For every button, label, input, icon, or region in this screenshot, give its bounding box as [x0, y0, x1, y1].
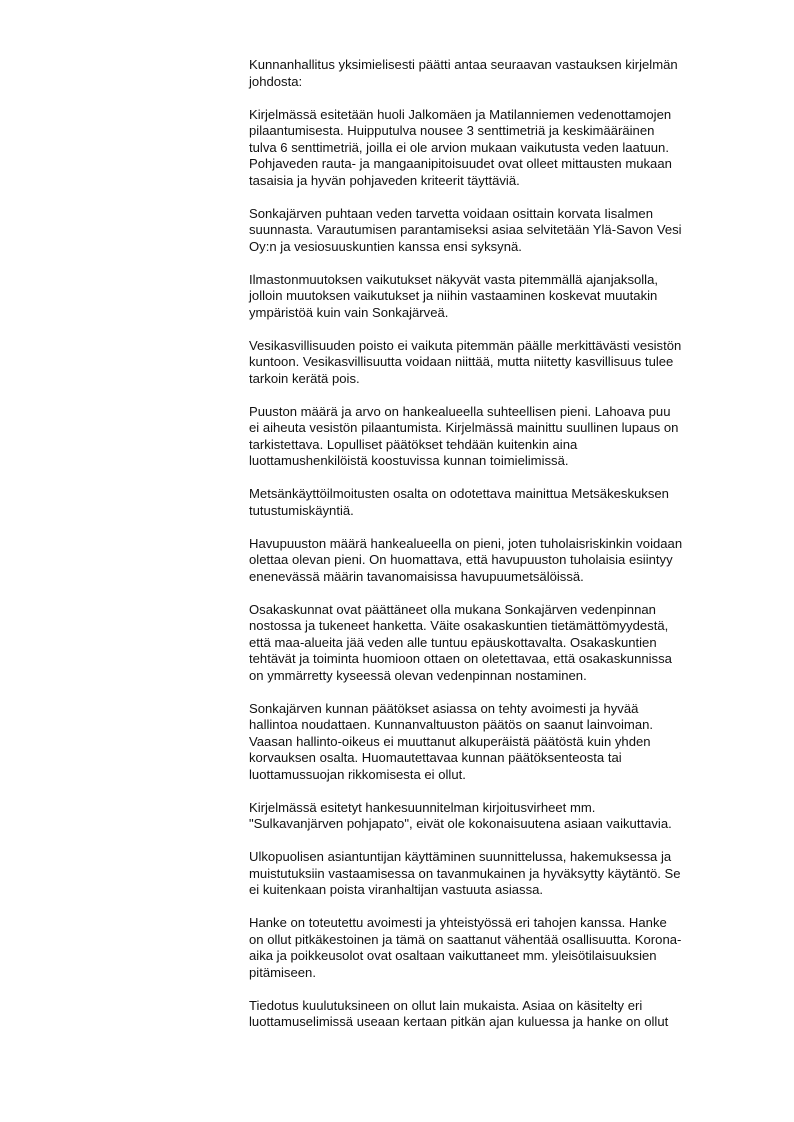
- paragraph-water-intakes: [249, 107, 739, 190]
- text-line: on ollut pitkäkestoinen ja tämä on saattanut vähentää osallisuutta. Korona-: [249, 931, 682, 947]
- paragraph-forest-notices: [249, 486, 739, 519]
- text-line: tutustumiskäyntiä.: [249, 502, 354, 518]
- text-line: Vesikasvillisuuden poisto ei vaikuta pitemmän päälle merkittävästi vesistön: [249, 337, 682, 353]
- paragraph-shareholder-groups: [249, 602, 739, 685]
- text-line: luottamushenkilöistä koostuvissa kunnan toimielimissä.: [249, 453, 569, 468]
- paragraph-intro: [249, 57, 739, 90]
- text-line: pitämiseen.: [249, 964, 316, 980]
- text-line: on ymmärretty kyseessä olevan vedenpinnan nostaminen.: [249, 667, 587, 683]
- text-line: Kirjelmässä esitetään huoli Jalkomäen ja Matilanniemen vedenottamojen: [249, 106, 672, 122]
- text-line: Tiedotus kuulutuksineen on ollut lain mukaista. Asiaa on käsitelty eri: [249, 997, 643, 1013]
- text-line: tulva 6 senttimetriä, joilla ei ole arvion mukaan vaikutusta veden laatuun.: [249, 139, 669, 155]
- text-line: Metsänkäyttöilmoitusten osalta on odotettava mainittua Metsäkeskuksen: [249, 486, 669, 501]
- text-line: Hanke on toteutettu avoimesti ja yhteistyössä eri tahojen kanssa. Hanke: [249, 915, 667, 930]
- text-line: aika ja poikkeusolot ovat osaltaan vaikuttaneet mm. yleisötilaisuuksien: [249, 948, 657, 963]
- text-line: ei kuitenkaan poista viranhaltijan vastuuta asiassa.: [249, 882, 544, 897]
- text-line: Ulkopuolisen asiantuntijan käyttäminen suunnittelussa, hakemuksessa ja: [249, 849, 672, 864]
- text-line: muistutuksiin vastaamisessa on tavanmukainen ja hyväksytty käytäntö. Se: [249, 865, 681, 881]
- document-body: [249, 57, 739, 1047]
- paragraph-openness: [249, 915, 739, 981]
- text-line: Puuston määrä ja arvo on hankealueella suhteellisen pieni. Lahoava puu: [249, 403, 671, 419]
- paragraph-conifer-pests: [249, 536, 739, 586]
- text-line: korvauksen osalta. Huomautettavaa kunnan päätöksenteosta tai: [249, 750, 622, 765]
- paragraph-aquatic-vegetation: [249, 338, 739, 388]
- text-line: nostossa ja tukeneet hanketta. Väite osakaskuntien tietämättömyydestä,: [249, 618, 669, 633]
- text-line: tehtävät ja toiminta huomioon ottaen on oletettavaa, että osakaskunnissa: [249, 651, 672, 666]
- text-line: suunnasta. Varautumisen parantamiseksi asiaa selvitetään Ylä-Savon Vesi: [249, 222, 682, 237]
- text-line: Havupuuston määrä hankealueella on pieni, joten tuholaisriskinkin voidaan: [249, 535, 683, 551]
- paragraph-announcements: [249, 998, 739, 1031]
- text-line: Sonkajärven kunnan päätökset asiassa on tehty avoimesti ja hyvää: [249, 700, 639, 716]
- text-line: olettaa olevan pieni. On huomattava, että havupuuston tuholaisia esiintyy: [249, 552, 673, 567]
- text-line: hallintoa noudattaen. Kunnanvaltuuston päätös on saanut lainvoiman.: [249, 717, 654, 732]
- paragraph-climate-change: [249, 272, 739, 322]
- paragraph-clean-water: [249, 206, 739, 256]
- text-line: ympäristöä kuin vain Sonkajärveä.: [249, 304, 449, 320]
- text-line: tarkistettava. Lopulliset päätökset tehdään kuitenkin aina: [249, 436, 578, 452]
- paragraph-external-expert: [249, 849, 739, 899]
- text-line: luottamussuojan rikkomisesta ei ollut.: [249, 766, 466, 782]
- text-line: Kirjelmässä esitetyt hankesuunnitelman kirjoitusvirheet mm.: [249, 799, 596, 815]
- paragraph-tree-stock: [249, 404, 739, 470]
- text-line: Kunnanhallitus yksimielisesti päätti antaa seuraavan vastauksen kirjelmän: [249, 57, 678, 72]
- text-line: tasaisia ja hyvän pohjaveden kriteerit täyttäviä.: [249, 172, 520, 188]
- text-line: luottamuselimissä useaan kertaan pitkän ajan kuluessa ja hanke on ollut: [249, 1014, 669, 1029]
- text-line: ei aiheuta vesistön pilaantumista. Kirjelmässä mainittu suullinen lupaus on: [249, 420, 679, 435]
- text-line: Pohjaveden rauta- ja mangaanipitoisuudet ovat olleet mittausten mukaan: [249, 156, 672, 171]
- paragraph-typos: [249, 800, 739, 833]
- text-line: Vaasan hallinto-oikeus ei muuttanut alkuperäistä päätöstä kuin yhden: [249, 733, 651, 749]
- text-line: Osakaskunnat ovat päättäneet olla mukana Sonkajärven vedenpinnan: [249, 601, 656, 617]
- text-line: enenevässä määrin tavanomaisissa havupuumetsälöissä.: [249, 568, 584, 584]
- text-line: "Sulkavanjärven pohjapato", eivät ole kokonaisuutena asiaan vaikuttavia.: [249, 816, 672, 831]
- text-line: kuntoon. Vesikasvillisuutta voidaan niittää, mutta niitetty kasvillisuus tulee: [249, 354, 674, 369]
- text-line: Ilmastonmuutoksen vaikutukset näkyvät vasta pitemmällä ajanjaksolla,: [249, 271, 659, 287]
- text-line: että maa-alueita jää veden alle tuntuu epäuskottavalta. Osakaskuntien: [249, 634, 657, 650]
- text-line: Oy:n ja vesiosuuskuntien kanssa ensi syksynä.: [249, 238, 522, 254]
- text-line: tarkoin kerätä pois.: [249, 370, 360, 386]
- paragraph-municipal-decisions: [249, 701, 739, 784]
- text-line: johdosta:: [249, 73, 303, 89]
- text-line: pilaantumisesta. Huipputulva nousee 3 senttimetriä ja keskimääräinen: [249, 123, 655, 138]
- text-line: Sonkajärven puhtaan veden tarvetta voidaan osittain korvata Iisalmen: [249, 205, 653, 221]
- text-line: jolloin muutoksen vaikutukset ja niihin vastaaminen koskevat muutakin: [249, 288, 658, 303]
